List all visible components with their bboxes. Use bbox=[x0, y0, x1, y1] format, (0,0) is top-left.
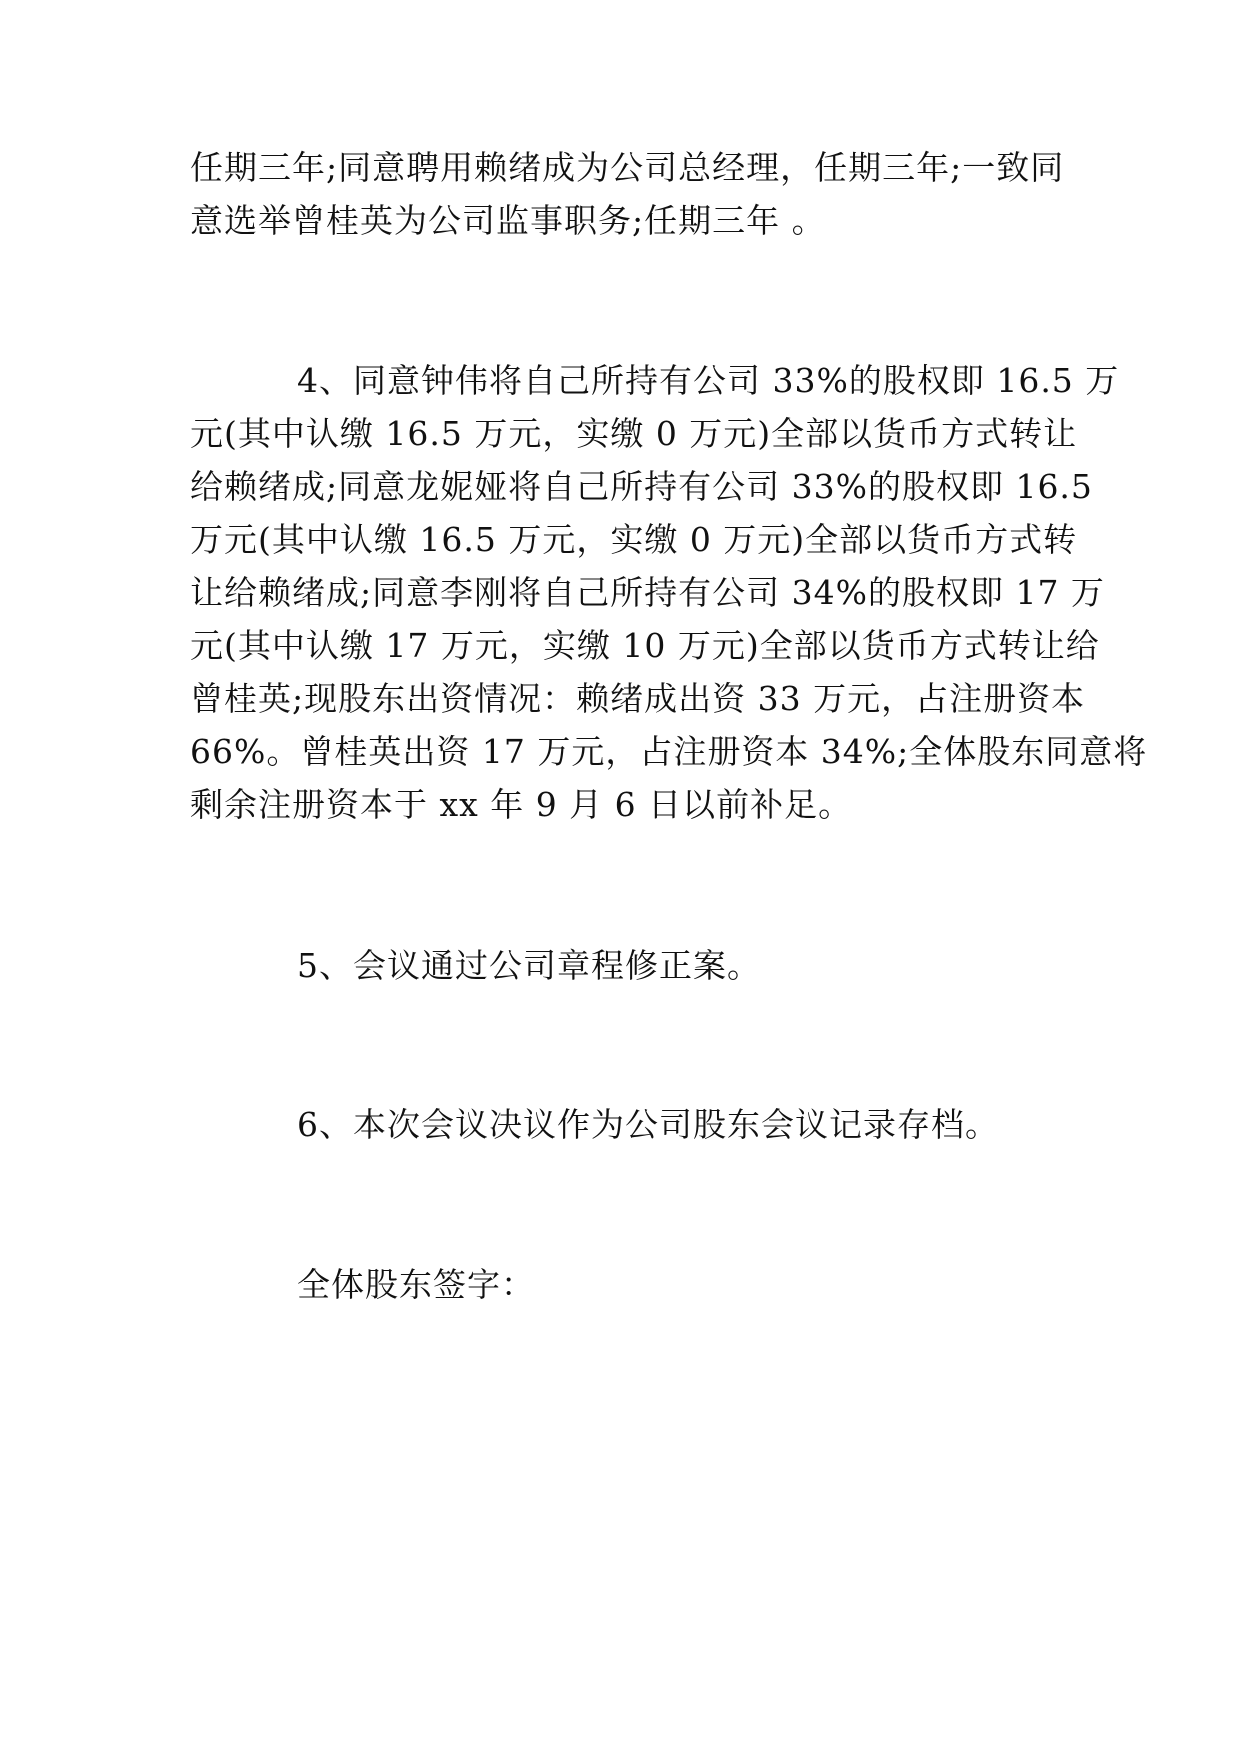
item-4-line: 66%。曾桂英出资 17 万元，占注册资本 34%;全体股东同意将 bbox=[190, 732, 1148, 771]
item-4-line: 让给赖绪成;同意李刚将自己所持有公司 34%的股权即 17 万 bbox=[190, 573, 1105, 612]
item-4-line: 元(其中认缴 16.5 万元，实缴 0 万元)全部以货币方式转让 bbox=[190, 414, 1078, 453]
item-5: 5、会议通过公司章程修正案。 bbox=[297, 946, 761, 985]
item-4-line: 万元(其中认缴 16.5 万元，实缴 0 万元)全部以货币方式转 bbox=[190, 520, 1078, 559]
item-6: 6、本次会议决议作为公司股东会议记录存档。 bbox=[297, 1105, 999, 1144]
item-4-line: 给赖绪成;同意龙妮娅将自己所持有公司 33%的股权即 16.5 bbox=[190, 467, 1093, 506]
item-4-line: 元(其中认缴 17 万元，实缴 10 万元)全部以货币方式转让给 bbox=[190, 626, 1100, 665]
item-4-line: 剩余注册资本于 xx 年 9 月 6 日以前补足。 bbox=[190, 785, 853, 824]
paragraph-line: 意选举曾桂英为公司监事职务;任期三年 。 bbox=[190, 201, 826, 240]
paragraph-line: 任期三年;同意聘用赖绪成为公司总经理，任期三年;一致同 bbox=[190, 148, 1065, 187]
item-4-line: 4、同意钟伟将自己所持有公司 33%的股权即 16.5 万 bbox=[297, 361, 1120, 400]
signature-label: 全体股东签字： bbox=[297, 1265, 535, 1304]
item-4-line: 曾桂英;现股东出资情况：赖绪成出资 33 万元，占注册资本 bbox=[190, 679, 1086, 718]
